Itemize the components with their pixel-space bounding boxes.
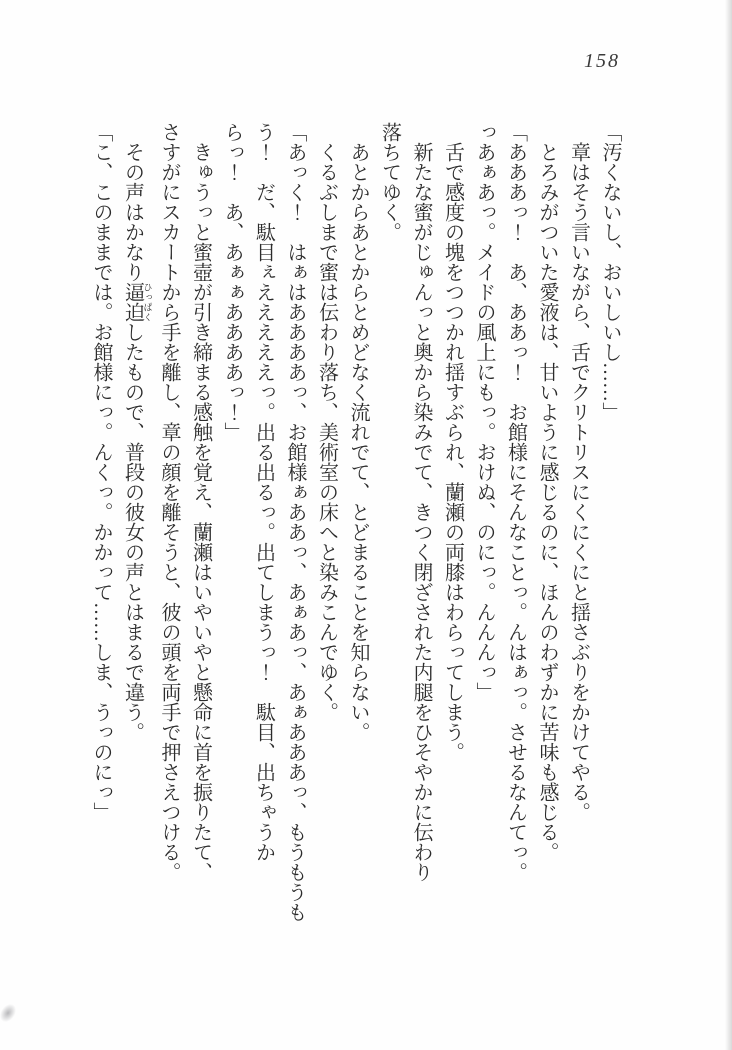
text-column: 「あっく！ はぁはああああっ、お館様ぁああっ、あぁあっ、あぁあああっ、もうもうも (284, 122, 306, 922)
text-column: 舌で感度の塊をつつかれ揺すぶられ、蘭瀬の両膝はわらってしまう。 (441, 142, 464, 762)
text-column: う！ だ、駄目ぇえええええっ。出る出るっ。出てしまうっ！ 駄目、出ちゃうか (252, 122, 275, 862)
text-column: 「こ、このままでは。お館様にっ。んくっ。かかって……しま、うっのにっ」 (90, 122, 112, 822)
text-column: くるぶしまで蜜は伝わり落ち、美術室の床へと染みこんでゆく。 (315, 142, 338, 722)
vertical-text-block (85, 122, 626, 974)
page-edge-shadow (725, 0, 732, 1050)
text-column: 「あああっ！ あ、ああっ！ お館様にそんなことっ。んはぁっ。させるなんてっ。 (504, 122, 527, 882)
page-number: 158 (584, 50, 620, 72)
text-column: きゅうっと蜜壺が引き締まる感触を覚え、蘭瀬はいやいやと懸命に首を振りたて、 (189, 142, 212, 882)
text-column: その声はかなり逼迫 ひっぱくしたもので、普段の彼女の声とはまるで違う。 (121, 142, 153, 742)
text-column: 新たな蜜がじゅんっと奥から染みでて、きつく閉ざされた内腿をひそやかに伝わり (410, 142, 432, 882)
text-column: さすがにスカートから手を離し、章の顔を離そうと、彼の頭を両手で押さえつける。 (158, 122, 180, 882)
text-column: 「汚くないし、おいしいし……」 (599, 122, 621, 422)
ruby-annotation: 逼迫 ひっぱく (121, 282, 153, 322)
text-column: 章はそう言いながら、舌でクリトリスにくにくにと揺さぶりをかけてやる。 (567, 142, 590, 822)
text-column: 落ちてゆく。 (378, 122, 401, 242)
text-column: らっ！ あ、あぁぁああああっ！」 (221, 122, 243, 442)
scan-speck (0, 1001, 19, 1025)
text-column: とろみがついた愛液は、甘いように感じるのに、ほんのわずかに苦味も感じる。 (536, 142, 558, 862)
text-column: っあぁあっ。メイドの風上にもっ。おけぬ、のにっ。んんんっ」 (473, 122, 495, 702)
text-column: あとからあとからとめどなく流れでて、とどまることを知らない。 (347, 142, 369, 742)
